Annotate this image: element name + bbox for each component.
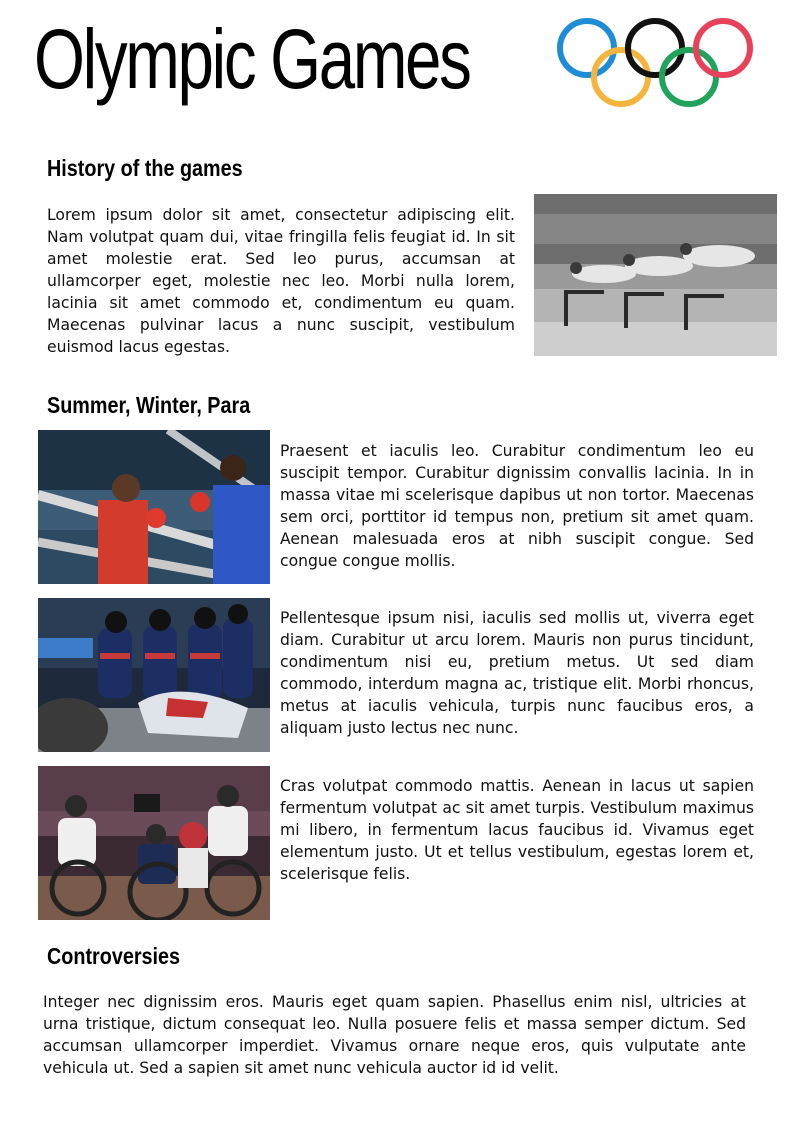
- boxing-photo-icon: [38, 430, 270, 584]
- controversies-heading: Controversies: [47, 943, 181, 969]
- hurdles-race-photo-icon: [534, 194, 777, 356]
- winter-text: Pellentesque ipsum nisi, iaculis sed mollis ut, viverra eget diam. Curabitur ut arcu lorem. Mauris non purus tincidunt, condimentum nisi eu, pretium metus. Ut sed diam commodo, interdum magna ac, tristique elit. Morbi rhoncus, metus at iaculis vehicula, turpis nunc faucibus eros, a aliquam justo lectus nec nunc.: [280, 609, 754, 737]
- ring-blue: [560, 21, 614, 75]
- bobsleigh-photo-icon: [38, 598, 270, 752]
- page-title: Olympic Games: [34, 12, 470, 106]
- ring-green: [662, 50, 716, 104]
- summer-text: Praesent et iaculis leo. Curabitur condimentum leo eu suscipit tempor. Curabitur dignissim convallis lacinia. In in massa vitae mi scelerisque dapibus ut non tortor. Maecenas sem orci, porttitor id tempus non, pretium sit amet quam. Aenean malesuada eros at nibh suscipit congue. Sed congue congue mollis.: [280, 442, 754, 570]
- ring-black: [628, 21, 682, 75]
- history-heading: History of the games: [47, 155, 243, 181]
- types-heading: Summer, Winter, Para: [47, 392, 251, 418]
- ring-red: [696, 21, 750, 75]
- controversies-text: Integer nec dignissim eros. Mauris eget quam sapien. Phasellus enim nisl, ultricies at urna tristique, dictum consequat leo. Nulla posuere felis et massa semper dictum. Sed accumsan ullamcorper imperdiet. Vivamus ornare neque eros, quis vulputate ante vehicula ut. Sed a sapien sit amet nunc vehicula auctor id id velit.: [43, 993, 746, 1077]
- para-text: Cras volutpat commodo mattis. Aenean in lacus ut sapien fermentum volutpat ac sit amet turpis. Vestibulum maximus mi libero, in fermentum lacus faucibus id. Vivamus eget elementum justo. Ut et tellus vestibulum, egestas lorem et, scelerisque felis.: [280, 777, 754, 883]
- wheelchair-rugby-photo-icon: [38, 766, 270, 920]
- history-text: Lorem ipsum dolor sit amet, consectetur adipiscing elit. Nam volutpat quam dui, vitae fringilla felis feugiat id. In sit amet molestie erat. Sed leo purus, accumsan at ullamcorper eget, molestie nec leo. Morbi nulla lorem, lacinia sit amet commodo et, condimentum eu quam. Maecenas pulvinar lacus a nunc suscipit, vestibulum euismod lacus egestas.: [47, 206, 515, 356]
- olympic-rings-logo: [553, 14, 757, 112]
- ring-yellow: [594, 50, 648, 104]
